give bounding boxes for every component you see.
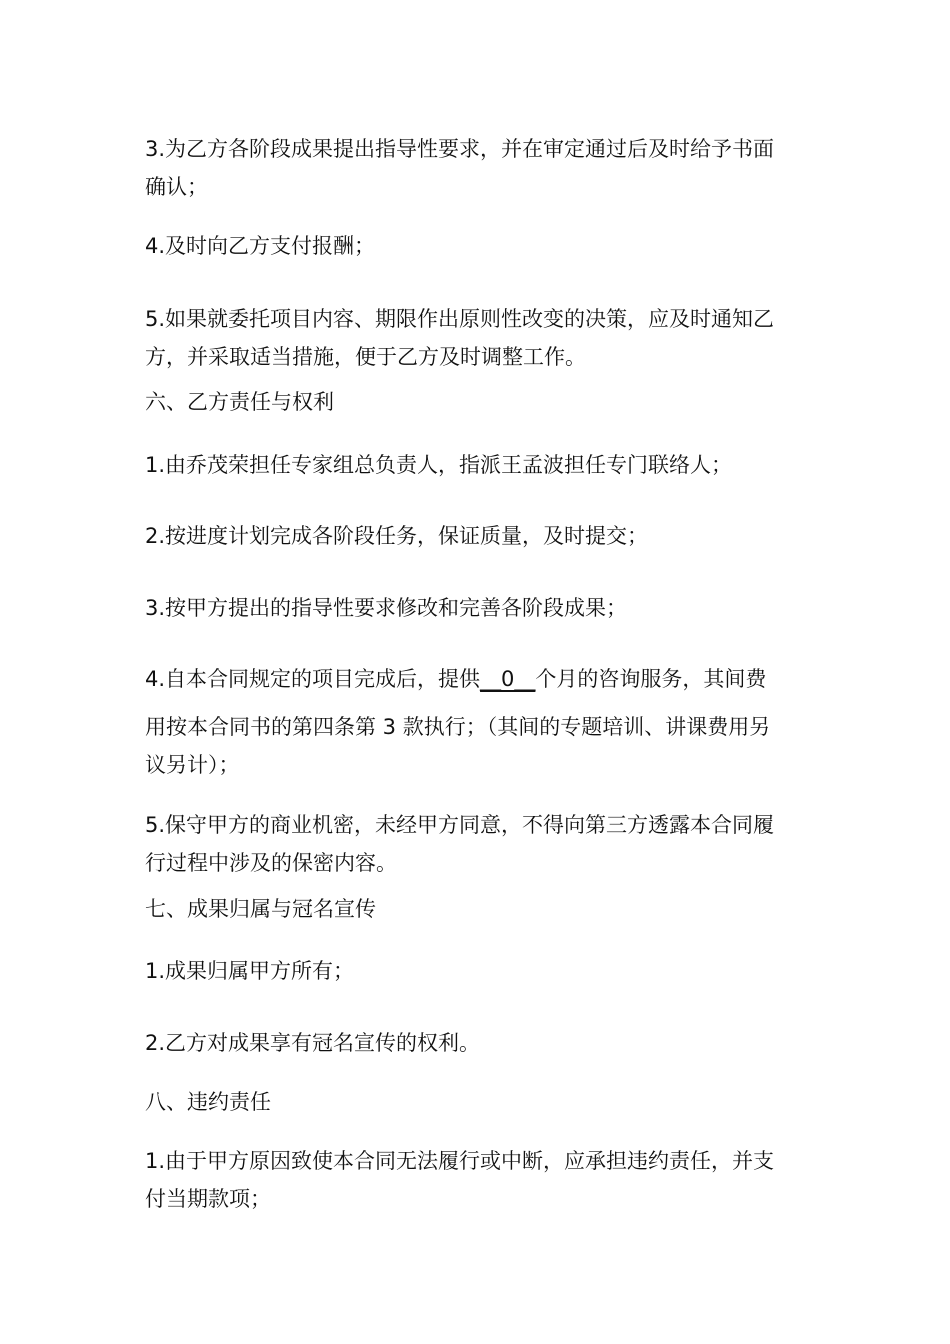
section-heading-8: 八、违约责任 — [145, 1090, 271, 1114]
paragraph-party-b-5-confidential: 5.保守甲方的商业机密，未经甲方同意，不得向第三方透露本合同履 行过程中涉及的保密内容。 — [145, 813, 775, 875]
paragraph-4-pay-remuneration: 4.及时向乙方支付报酬； — [145, 234, 376, 258]
paragraph-party-b-1: 1.由乔茂荣担任专家组总负责人，指派王孟波担任专门联络人； — [145, 453, 733, 477]
paragraph-party-b-4-continued: 用按本合同书的第四条第 3 款执行；（其间的专题培训、讲课费用另 议另计）； — [145, 715, 771, 777]
paragraph-party-b-4-consulting: 4.自本合同规定的项目完成后，提供__0__个月的咨询服务，其间费 — [145, 667, 767, 691]
paragraph-party-b-2: 2.按进度计划完成各阶段任务，保证质量，及时提交； — [145, 524, 649, 548]
paragraph-ownership-2: 2.乙方对成果享有冠名宣传的权利。 — [145, 1031, 481, 1055]
paragraph-breach-1: 1.由于甲方原因致使本合同无法履行或中断，应承担违约责任，并支 付当期款项； — [145, 1149, 775, 1211]
paragraph-5-notify-changes: 5.如果就委托项目内容、期限作出原则性改变的决策，应及时通知乙 方，并采取适当措施，便于乙方及时调整工作。 — [145, 307, 775, 369]
section-heading-6: 六、乙方责任与权利 — [145, 390, 334, 414]
section-heading-7: 七、成果归属与冠名宣传 — [145, 897, 376, 921]
paragraph-party-b-3: 3.按甲方提出的指导性要求修改和完善各阶段成果； — [145, 596, 628, 620]
paragraph-3-party-a-guidance: 3.为乙方各阶段成果提出指导性要求，并在审定通过后及时给予书面 确认； — [145, 137, 775, 199]
months-blank: __0__ — [480, 667, 536, 691]
paragraph-ownership-1: 1.成果归属甲方所有； — [145, 959, 355, 983]
